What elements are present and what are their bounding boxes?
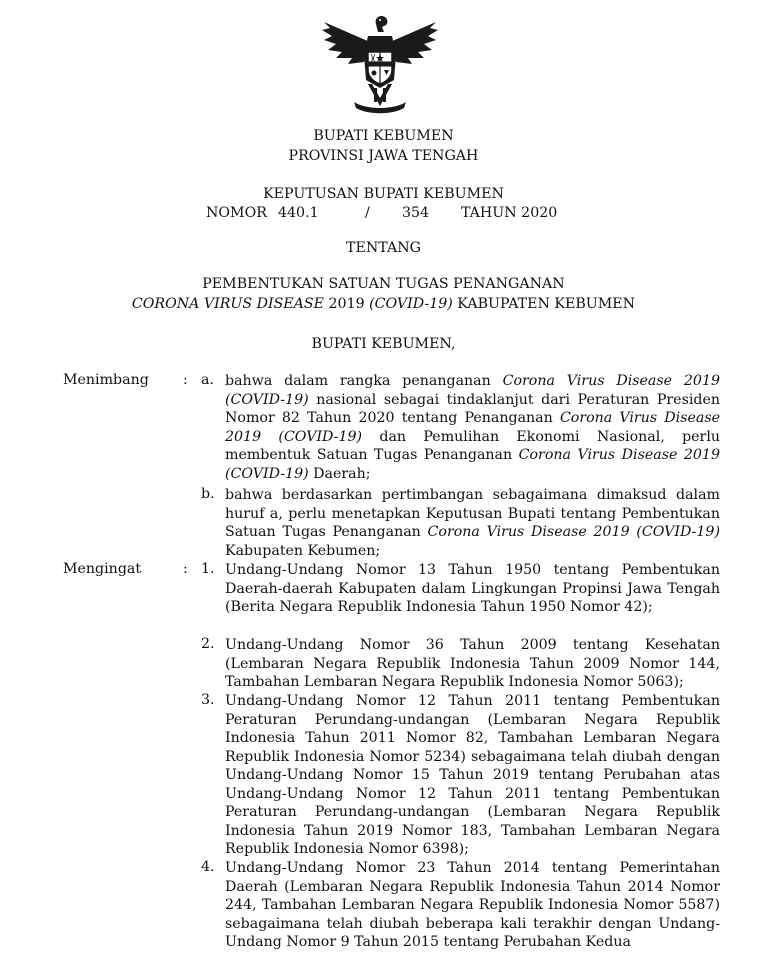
menimbang-colon: : xyxy=(183,372,188,388)
bupati-heading: BUPATI KEBUMEN, xyxy=(311,336,456,352)
decree-title: KEPUTUSAN BUPATI KEBUMEN xyxy=(263,186,504,202)
mengingat-1-text: Undang-Undang Nomor 13 Tahun 1950 tentang Pembentukan Daerah-daerah Kabupaten dalam Lingkungan Propinsi Jawa Tengah (Berita Negara Republik Indonesia Tahun 1950 Nomor 42); xyxy=(225,562,720,615)
menimbang-a-text: bahwa dalam rangka penanganan Corona Virus Disease 2019 (COVID-19) nasional sebagai tindaklanjut dari Peraturan Presiden Nomor 82 Tahun 2020 tentang Penanganan Corona Virus Disease 2019 (COVID-19) dan Pemulihan Ekonomi Nasional, perlu membentuk Satuan Tugas Penanganan Corona Virus Disease 2019 (COVID-19) Daerah; xyxy=(225,373,721,482)
menimbang-b-text: bahwa berdasarkan pertimbangan sebagaimana dimaksud dalam huruf a, perlu menetapkan Keputusan Bupati tentang Pembentukan Satuan Tugas Penanganan Corona Virus Disease 2019 (COVID-19) Kabupaten Kebumen; xyxy=(225,487,720,559)
mengingat-4-mark: 4. xyxy=(201,859,215,875)
mengingat-4-text: Undang-Undang Nomor 23 Tahun 2014 tentang Pemerintahan Daerah (Lembaran Negara Republik Indonesia Tahun 2014 Nomor 244, Tambahan Lembaran Negara Republik Indonesia Nomor 5587) sebagaimana telah diubah beberapa kali terakhir dengan Undang-Undang Nomor 9 Tahun 2015 tentang Perubahan Kedua xyxy=(225,860,720,950)
nomor-label: NOMOR xyxy=(206,205,267,221)
tentang-heading: TENTANG xyxy=(346,240,421,256)
mengingat-3-mark: 3. xyxy=(201,692,215,708)
mengingat-2-text: Undang-Undang Nomor 36 Tahun 2009 tentang Kesehatan (Lembaran Negara Republik Indonesia Tahun 2009 Nomor 144, Tambahan Lembaran Negara Republik Indonesia Nomor 5063); xyxy=(225,637,720,690)
mengingat-1-mark: 1. xyxy=(201,561,215,577)
nomor-year: TAHUN 2020 xyxy=(461,205,558,221)
issuer-title: BUPATI KEBUMEN xyxy=(313,128,454,144)
province-title: PROVINSI JAWA TENGAH xyxy=(288,148,479,164)
menimbang-b-mark: b. xyxy=(201,486,215,502)
subject-italic: CORONA VIRUS DISEASE xyxy=(131,296,324,312)
menimbang-label: Menimbang xyxy=(63,372,149,388)
mengingat-colon: : xyxy=(183,561,188,577)
subject-line-1: PEMBENTUKAN SATUAN TUGAS PENANGANAN xyxy=(202,276,565,292)
nomor-part1: 440.1 xyxy=(278,205,319,221)
subject-italic-2: (COVID-19) xyxy=(369,296,453,312)
garuda-emblem xyxy=(318,14,442,118)
nomor-part2: 354 xyxy=(402,205,430,221)
mengingat-2-mark: 2. xyxy=(201,636,215,652)
mengingat-3-text: Undang-Undang Nomor 12 Tahun 2011 tentang Pembentukan Peraturan Perundang-undangan (Lembaran Negara Republik Indonesia Tahun 2011 Nomor 82, Tambahan Lembaran Negara Republik Indonesia Nomor 5234) sebagaimana telah diubah dengan Undang-Undang Nomor 15 Tahun 2019 tentang Perubahan atas Undang-Undang Nomor 12 Tahun 2011 tentang Pembentukan Peraturan Perundang-undangan (Lembaran Negara Republik Indonesia Tahun 2019 Nomor 183, Tambahan Lembaran Negara Republik Indonesia Nomor 6398); xyxy=(225,693,720,857)
nomor-slash: / xyxy=(365,205,370,221)
subject-line-2: CORONA VIRUS DISEASE 2019 (COVID-19) KABUPATEN KEBUMEN xyxy=(131,296,636,312)
mengingat-label: Mengingat xyxy=(63,561,142,577)
menimbang-a-mark: a. xyxy=(201,372,214,388)
